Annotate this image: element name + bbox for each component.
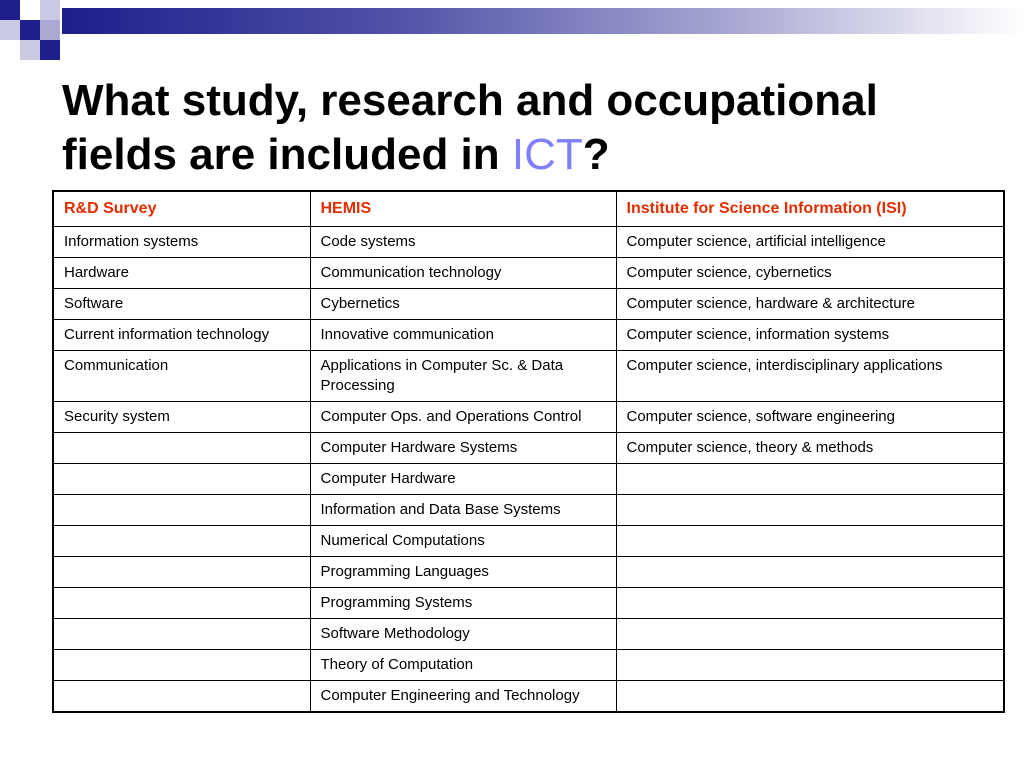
rd-survey-cell: [53, 557, 310, 588]
isi-cell: [616, 681, 1004, 713]
hemis-cell: Programming Systems: [310, 588, 616, 619]
table-row: [53, 526, 1004, 557]
hemis-cell: Code systems: [310, 227, 616, 258]
isi-cell: [616, 495, 1004, 526]
title-text: What study, research and occupational fields are included in: [62, 76, 878, 179]
deco-square: [40, 0, 60, 20]
rd-survey-cell: Security system: [53, 402, 310, 433]
slide-title: [62, 74, 1002, 182]
table-row: [53, 464, 1004, 495]
hemis-cell: Cybernetics: [310, 289, 616, 320]
table-row: [53, 402, 1004, 433]
table-row: [53, 495, 1004, 526]
rd-survey-cell: Hardware: [53, 258, 310, 289]
hemis-cell: Information and Data Base Systems: [310, 495, 616, 526]
header-isi: Institute for Science Information (ISI): [616, 191, 1004, 227]
deco-square: [0, 20, 20, 40]
hemis-cell: Theory of Computation: [310, 650, 616, 681]
isi-cell: [616, 619, 1004, 650]
isi-cell: [616, 650, 1004, 681]
hemis-cell: Applications in Computer Sc. & Data Processing: [310, 351, 616, 402]
table-row: [53, 433, 1004, 464]
table-row: [53, 650, 1004, 681]
title-end: ?: [582, 130, 610, 179]
isi-cell: Computer science, theory & methods: [616, 433, 1004, 464]
rd-survey-cell: [53, 588, 310, 619]
hemis-cell: Numerical Computations: [310, 526, 616, 557]
isi-cell: Computer science, cybernetics: [616, 258, 1004, 289]
rd-survey-cell: Information systems: [53, 227, 310, 258]
deco-gradient-bar: [62, 8, 1024, 34]
table-row: [53, 557, 1004, 588]
ict-fields-table: [52, 190, 1005, 713]
rd-survey-cell: [53, 681, 310, 713]
table-row: [53, 351, 1004, 402]
rd-survey-cell: [53, 495, 310, 526]
isi-cell: [616, 557, 1004, 588]
hemis-cell: Computer Ops. and Operations Control: [310, 402, 616, 433]
table-row: [53, 258, 1004, 289]
deco-square: [20, 40, 40, 60]
rd-survey-cell: [53, 464, 310, 495]
table-row: [53, 588, 1004, 619]
isi-cell: Computer science, software engineering: [616, 402, 1004, 433]
table-row: [53, 681, 1004, 713]
hemis-cell: Communication technology: [310, 258, 616, 289]
header-hemis: HEMIS: [310, 191, 616, 227]
deco-square: [0, 0, 20, 20]
rd-survey-cell: Software: [53, 289, 310, 320]
hemis-cell: Programming Languages: [310, 557, 616, 588]
isi-cell: Computer science, information systems: [616, 320, 1004, 351]
header-rd-survey: R&D Survey: [53, 191, 310, 227]
table-row: [53, 227, 1004, 258]
deco-square: [40, 40, 60, 60]
title-accent: ICT: [511, 130, 583, 179]
isi-cell: Computer science, artificial intelligence: [616, 227, 1004, 258]
rd-survey-cell: Communication: [53, 351, 310, 402]
isi-cell: Computer science, hardware & architecture: [616, 289, 1004, 320]
table-body: [53, 227, 1004, 713]
rd-survey-cell: [53, 619, 310, 650]
hemis-cell: Software Methodology: [310, 619, 616, 650]
header-decoration: [0, 0, 1024, 64]
isi-cell: [616, 464, 1004, 495]
rd-survey-cell: Current information technology: [53, 320, 310, 351]
hemis-cell: Computer Hardware: [310, 464, 616, 495]
isi-cell: [616, 588, 1004, 619]
rd-survey-cell: [53, 526, 310, 557]
isi-cell: Computer science, interdisciplinary applications: [616, 351, 1004, 402]
deco-square: [40, 20, 60, 40]
rd-survey-cell: [53, 650, 310, 681]
rd-survey-cell: [53, 433, 310, 464]
table-row: [53, 619, 1004, 650]
table-row: [53, 289, 1004, 320]
ict-fields-table-container: [52, 190, 1003, 713]
hemis-cell: Innovative communication: [310, 320, 616, 351]
deco-square: [20, 0, 40, 20]
table-row: [53, 320, 1004, 351]
hemis-cell: Computer Hardware Systems: [310, 433, 616, 464]
isi-cell: [616, 526, 1004, 557]
deco-square: [20, 20, 40, 40]
table-header-row: [53, 191, 1004, 227]
hemis-cell: Computer Engineering and Technology: [310, 681, 616, 713]
